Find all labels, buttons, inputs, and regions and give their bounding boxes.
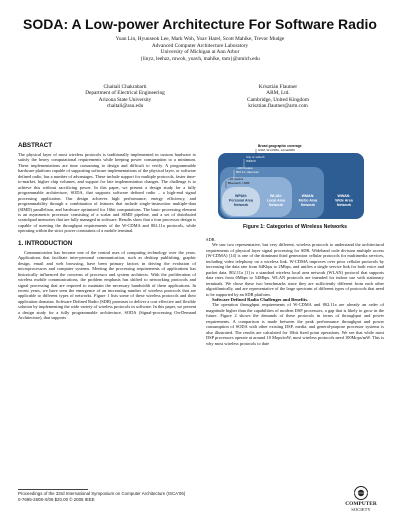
affiliation-email: chaitali@asu.edu bbox=[106, 103, 144, 110]
affiliation-name: Chaitali Chakrabarti bbox=[103, 84, 147, 90]
wwan-label-3: Network bbox=[336, 203, 352, 207]
figure-caption: Figure 1: Categories of Wireless Networks bbox=[242, 224, 348, 230]
affiliation-left bbox=[50, 84, 200, 110]
affiliation-right bbox=[203, 84, 353, 110]
footer-proceedings: Proceedings of the 33rd International Symposium on Computer Architecture (ISCA'06) bbox=[18, 491, 186, 496]
wman-label-3: Network bbox=[300, 203, 316, 207]
right-para-0: SDR. bbox=[206, 237, 216, 242]
logo-text-computer: COMPUTER bbox=[345, 501, 377, 507]
author-names: Yuan Lin, Hyunseok Lee, Mark Woh, Yoav Harel, Scott Mahlke, Trevor Mudge bbox=[115, 36, 285, 42]
logo-text-society: SOCIETY bbox=[351, 507, 371, 512]
footer-copyright: 0-7695-2608-X/06 $20.00 © 2006 IEEE bbox=[18, 496, 95, 502]
callout-10m: ~10 meters bbox=[228, 177, 244, 181]
left-column bbox=[18, 142, 196, 321]
affiliation-email: krisztian.flautner@arm.com bbox=[248, 103, 308, 110]
author-university: University of Michigan at Ann Arbor bbox=[160, 49, 240, 56]
wpan-label-3: Network bbox=[233, 203, 249, 207]
callout-broad-protocols: GSM, W-CDMA, cdma2000 bbox=[258, 148, 295, 152]
callout-80211: 802.11, HiperLan bbox=[236, 170, 259, 174]
callout-bluetooth: Bluetooth, UWB bbox=[228, 181, 250, 185]
callout-wimax: WiMAX bbox=[246, 159, 256, 163]
wwan-label-2: Wide Area bbox=[335, 198, 353, 203]
author-block bbox=[0, 36, 400, 62]
wlan-label: WLAN: bbox=[270, 194, 282, 198]
callout-100m: ~100 meters bbox=[236, 166, 253, 170]
wireless-networks-figure bbox=[216, 143, 366, 221]
author-emails: {linyz, leehzz, mwoh, yoavh, mahlke, tnm}@umich.edu bbox=[140, 55, 260, 62]
wwan-label: WWAN: bbox=[337, 194, 351, 198]
wman-label: WMAN: bbox=[301, 194, 315, 198]
wman-label-2: Metro Area bbox=[298, 198, 318, 203]
footer-rule bbox=[18, 489, 88, 490]
affiliation-org: Cambridge, United Kingdom bbox=[247, 96, 309, 103]
affiliation-name: Krisztián Flautner bbox=[258, 84, 298, 90]
abstract-text: The physical layer of most wireless protocols is traditionally implemented in custom hardware to satisfy the heavy computational requirements while keeping power consumption to a minimum. These implementations are time consuming to design and difficult to verify. A programmable hardware platform capable of supporting software implementations of the physical layer, or software defined radio, has a number of advantages. These include support for multiple protocols, faster time-to-market, higher chip volumes, and support for late implementation changes. The challenge is to achieve this without sacrificing power. In this paper, we present a design study for a fully programmable architecture, SODA, that supports software defined radio – a high-end signal processing application. Our design achieves high performance, energy efficiency, and programmability through a combination of features that include single-instruction multiple-data (SIMD) parallelism, and hardware optimized for 16bit computations. The basic processing element is an asymmetric processor consisting of a scalar and SIMD pipeline, and a set of distributed scratchpad memories that are fully managed in software. Results show that a four processor design is capable of meeting the throughput requirements of the W-CDMA and 802.11a protocols, while operating within the strict power constraints of a mobile terminal. bbox=[18, 152, 196, 234]
ieee-computer-society-logo bbox=[338, 485, 384, 513]
affiliation-org: Arizona State University bbox=[98, 96, 152, 103]
right-column bbox=[206, 237, 384, 346]
abstract-heading: ABSTRACT bbox=[18, 142, 53, 149]
intro-heading: 1. INTRODUCTION bbox=[18, 239, 73, 247]
subsection-heading: Software Defined Radio Challenges and Benefits. bbox=[212, 296, 309, 302]
page-footer bbox=[18, 491, 248, 502]
author-lab: Advanced Computer Architecture Laboratory bbox=[151, 42, 249, 49]
callout-city: City or suburb bbox=[246, 155, 265, 159]
wlan-label-3: Network bbox=[268, 203, 284, 207]
wlan-label-2: Local Area bbox=[266, 198, 286, 203]
paper-title: SODA: A Low-power Architecture For Software Radio bbox=[23, 16, 377, 32]
affiliation-dept: ARM, Ltd. bbox=[266, 90, 290, 97]
wpan-label: WPAN: bbox=[235, 194, 247, 198]
wpan-label-2: Personal Area bbox=[228, 198, 254, 203]
intro-text: Communication has become one of the central uses of computing technology over the years. Applications that facilitate inter-personal communication, such as desktop publishing, graphic design, email and web browsing, have been primary factors in driving the evolution of microprocessors and computer systems. Meeting the processing requirements of applications has historically influenced the concerns of processor and system architects. With the proliferation of wireless mobile communications, the problem emphasis has shifted to networking protocols and signal processing that are required to maintain the necessary bandwidth of these applications. In recent years, we have seen the emergence of an increasing number of wireless protocols that are applicable to different types of networks. Figure 1 lists some of these wireless protocols and their application domains. Software Defined Radio (SDR) promises to deliver a cost effective and flexible solution by implementing the wide variety of wireless protocols in software. In this paper, we present a design study for a fully programmable architecture, SODA (Signal-processing On-Demand Architecture), that supports bbox=[18, 249, 196, 321]
right-para-2: The operation throughput requirements of W-CDMA and 802.11a are already an order of magnitude higher than the capabilities of modern DSP processors, a gap that is likely to grow in the future. Figure 2 shows the demands of these protocols in terms of throughput and power requirements. A comparison is made between the peak performance throughput and power consumption of SODA with other existing DSP, media, and general-purpose processor systems is also illustrated. The results are calculated for 16bit fixed point operations. We see that while most DSP processors operate at around 10 Mops/mW, most wireless protocols need 100Mops/mW. This is why most wireless protocols to date bbox=[206, 302, 384, 346]
callout-broad: Broad geographic coverage bbox=[258, 144, 302, 148]
affiliation-dept: Department of Electrical Engineering bbox=[85, 90, 165, 97]
right-para-1: We saw two representative, but very different, wireless protocols to understand the architectural requirements of physical layer signal processing for SDR. Wideband code division multiple access (W-CDMA) [14] is one of the dominant third generation cellular protocols for multimedia services, including video telephony on a wireless link. W-CDMA improves over prior cellular protocols by increasing the data rate from 64Kbps to 2Mbps, and unifies a single service link for both voice and packet data. 802.11a [1] is a standard wireless local area network (WLAN) protocol that supports data rates from 6Mbps to 54Mbps. WLAN protocols are intended for indoor use with stationary terminals. We chose these two benchmarks since they are sufficiently different from each other algorithmically, and are representative of the large spectrum of different types of protocols that need to be supported by an SDR platform. bbox=[206, 242, 384, 297]
